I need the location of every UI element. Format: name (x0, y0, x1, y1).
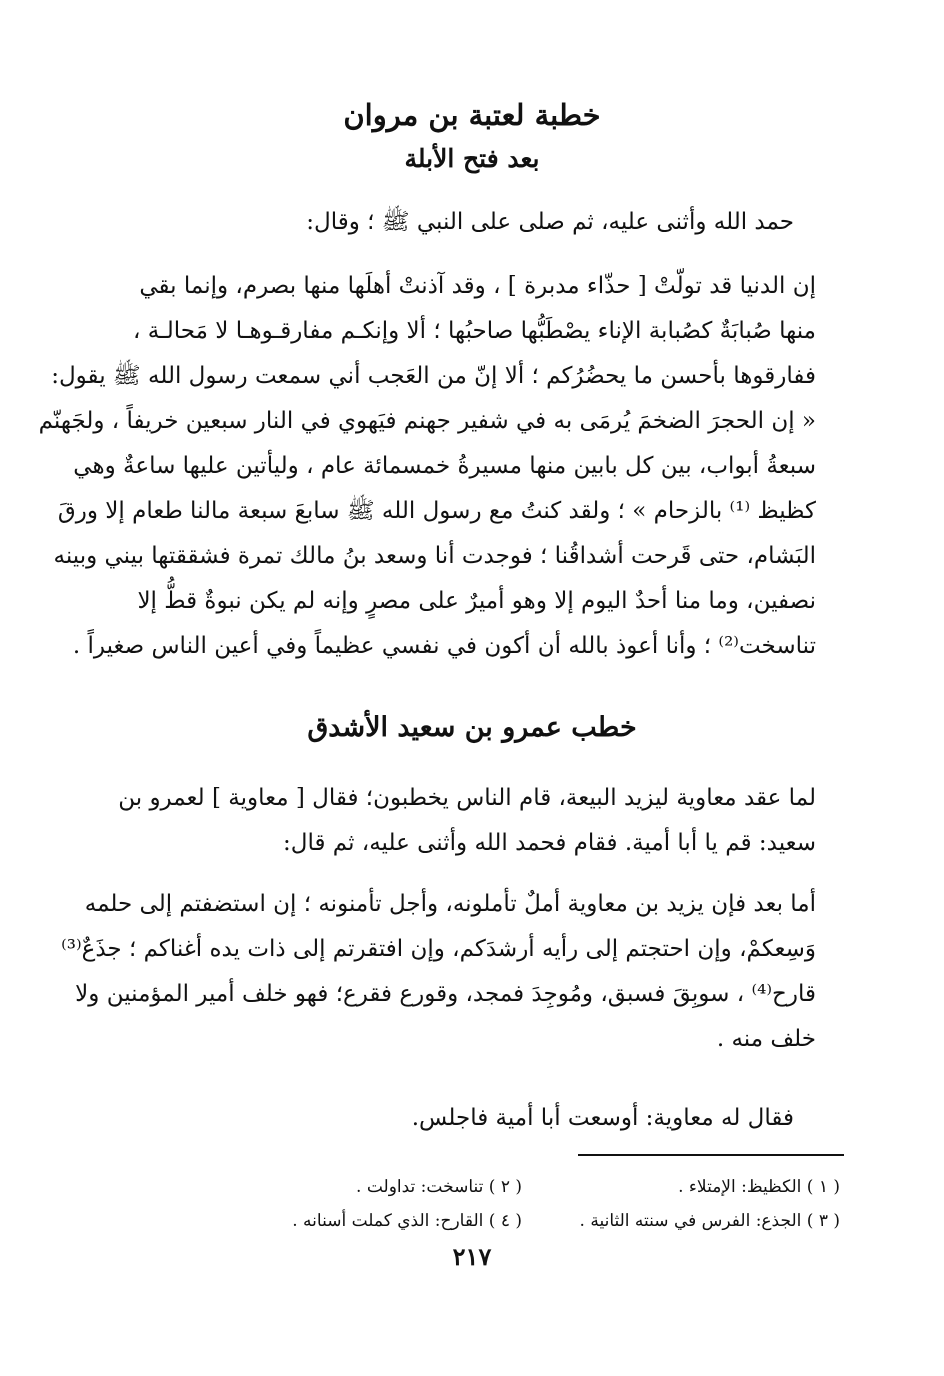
text-line: ففارقوها بأحسن ما يحضُرُكم ؛ ألا إنّ من العَجب أني سمعت رسول الله ﷺ يقول: (51, 363, 816, 389)
text-line: خلف منه . (716, 1026, 816, 1052)
text-line: سعيد: قم يا أبا أمية. فقام فحمد الله وأثنى عليه، ثم قال: (283, 830, 816, 856)
text-line: تناسخت⁽²⁾ ؛ وأنا أعوذ بالله أن أكون في نفسي عظيماً وفي أعين الناس صغيراً . (72, 633, 816, 659)
text-line: سبعةُ أبواب، بين كل بابين منها مسيرةُ خمسمائة عام ، وليأتين عليها ساعةٌ وهي (73, 453, 816, 479)
text-line: البَشام، حتى قَرحت أشداقُنا ؛ فوجدت أنا وسعد بنُ مالك تمرة فشققتها بيني وبينه (53, 543, 816, 569)
closing-paragraph: فقال له معاوية: أوسعت أبا أمية فاجلس. (411, 1105, 794, 1131)
footnote-row (100, 1170, 840, 1204)
section-title: خطبة لعتبة بن مروان (343, 98, 601, 132)
section-title: خطب عمرو بن سعيد الأشدق (307, 712, 637, 743)
page-number: ٢١٧ (452, 1242, 492, 1271)
footnote: ( ٢ ) تناسخت: تداولت . (356, 1177, 522, 1197)
footnote: ( ٤ ) القارح: الذي كملت أسنانه . (292, 1211, 522, 1231)
footnote-divider (578, 1154, 844, 1156)
text-line: « إن الحجرَ الضخمَ يُرمَى به في شفير جهنم فيَهوي في النار سبعين خريفاً ، ولجَهنّم (38, 408, 816, 434)
text-line: لما عقد معاوية ليزيد البيعة، قام الناس يخطبون؛ فقال [ معاوية ] لعمرو بن (118, 785, 816, 811)
text-line: إن الدنيا قد تولّتْ [ حذّاء مدبرة ] ، وقد آذنتْ أهلَها منها بصرم، وإنما بقي (139, 273, 816, 299)
text-line: منها صُبابَةٌ كصُبابة الإناء يصْطَبُّها صاحبُها ؛ ألا وإنكـم مفارقـوهـا لا مَحالـة ، (132, 318, 816, 344)
section-subtitle: بعد فتح الأبلة (404, 144, 540, 173)
text-line: نصفين، وما منا أحدٌ اليوم إلا وهو أميرٌ على مصرٍ وإنه لم يكن نبوةٌ قطُّ إلا (137, 588, 816, 614)
sermon-paragraph (38, 264, 816, 669)
footnote-row (100, 1204, 840, 1238)
sermon-paragraph (61, 882, 816, 1062)
footnotes (100, 1170, 840, 1238)
text-line: كظيظ ⁽¹⁾ بالزحام » ؛ ولقد كنتُ مع رسول الله ﷺ سابعَ سبعة مالنا طعام إلا ورقَ (57, 498, 816, 524)
footnote: ( ١ ) الكظيظ: الإمتلاء . (678, 1177, 840, 1197)
text-line: قارح⁽⁴⁾ ، سوبِقَ فسبق، ومُوجِدَ فمجد، وقورع فقرع؛ فهو خلف أمير المؤمنين ولا (75, 981, 816, 1007)
footnote: ( ٣ ) الجذع: الفرس في سنته الثانية . (579, 1211, 840, 1231)
text-line: وَسِعكمْ، وإن احتجتم إلى رأيه أرشدَكم، وإن افتقرتم إلى ذات يده أغناكم ؛ جذَعٌ⁽³⁾ (61, 936, 816, 962)
text-line: أما بعد فإن يزيد بن معاوية أملٌ تأملونه، وأجل تأمنونه ؛ إن استضفتم إلى حلمه (84, 891, 816, 917)
context-paragraph (100, 776, 816, 866)
intro-paragraph: حمد الله وأثنى عليه، ثم صلى على النبي ﷺ ؛ وقال: (306, 209, 794, 235)
